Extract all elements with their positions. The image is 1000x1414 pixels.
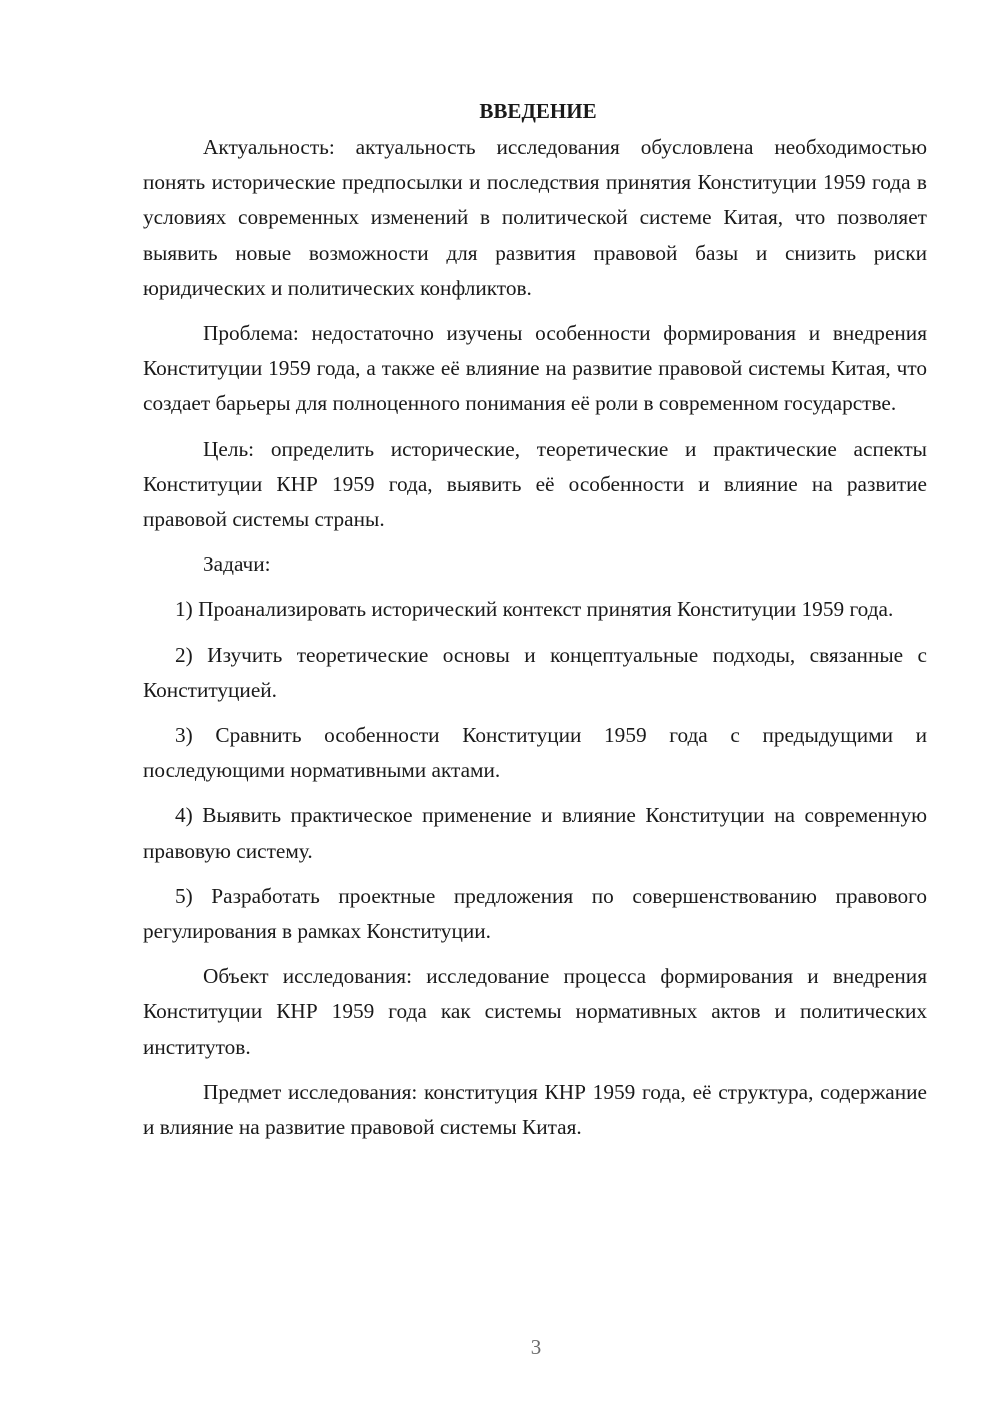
page-title: ВВЕДЕНИЕ [479,99,597,123]
paragraph-subject: Предмет исследования: конституция КНР 1959 года, её структура, содержание и влияние на развитие правовой системы Китая. [143,1079,927,1140]
page-number: 3 [530,1335,542,1359]
list-item-task-3: 3) Сравнить особенности Конституции 1959 года с предыдущими и последующими нормативными актами. [143,723,927,783]
list-item-task-1: 1) Проанализировать исторический контекст принятия Конституции 1959 года. [175,597,894,622]
list-item-task-5: 5) Разработать проектные предложения по совершенствованию правового регулирования в рамках Конституции. [143,883,927,944]
paragraph-object: Объект исследования: исследование процесса формирования и внедрения Конституции КНР 1959 года как системы нормативных актов и политических институтов. [143,964,927,1059]
paragraph-relevance: Актуальность: актуальность исследования обусловлена необходимостью понять исторические предпосылки и последствия принятия Конституции 1959 года в условиях современных изменений в политической системе Китая, что позволяет выявить новые возможности для развития правовой базы и снизить риски юридических и политических конфликтов. [143,135,927,300]
paragraph-tasks-heading: Задачи: [203,552,271,577]
list-item-task-2: 2) Изучить теоретические основы и концептуальные подходы, связанные с Конституцией. [143,642,927,702]
paragraph-goal: Цель: определить исторические, теоретические и практические аспекты Конституции КНР 1959 года, выявить её особенности и влияние на развитие правовой системы страны. [143,436,927,532]
list-item-task-4: 4) Выявить практическое применение и влияние Конституции на современную правовую систему. [143,803,927,863]
paragraph-problem: Проблема: недостаточно изучены особенности формирования и внедрения Конституции 1959 года, а также её влияние на развитие правовой системы Китая, что создает барьеры для полноценного понимания её роли в современном государстве. [143,321,927,416]
page-content [143,94,927,1155]
